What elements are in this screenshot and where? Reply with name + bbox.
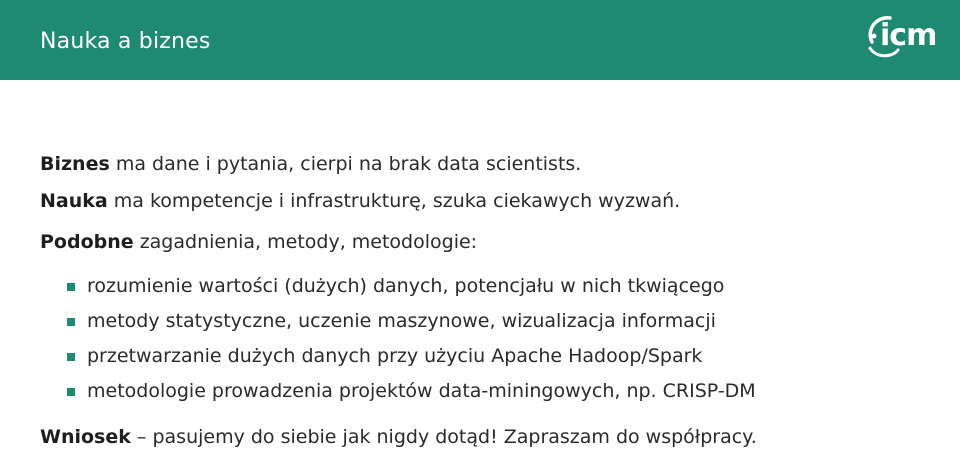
square-bullet-icon [67,353,75,361]
line-business [40,152,581,176]
square-bullet-icon [67,318,75,326]
text-conclusion: – pasujemy do siebie jak nigdy dotąd! Zapraszam do współpracy. [130,426,757,448]
bullet-text: przetwarzanie dużych danych przy użyciu Apache Hadoop/Spark [87,345,703,367]
icm-logo [862,12,942,62]
bullet-text: metodologie prowadzenia projektów data-miningowych, np. CRISP-DM [87,380,756,402]
line-conclusion [40,425,757,449]
text-similar: zagadnienia, metody, metodologie: [133,231,478,253]
line-similar [40,230,477,254]
text-business: ma dane i pytania, cierpi na brak data scientists. [109,153,582,175]
slide-title: Nauka a biznes [40,29,211,54]
square-bullet-icon [67,388,75,396]
keyword-similar: Podobne [40,231,134,253]
text-science: ma kompetencje i infrastrukturę, szuka ciekawych wyzwań. [107,190,681,212]
logo-text: icm [880,18,937,53]
bullet-text: rozumienie wartości (dużych) danych, potencjału w nich tkwiącego [87,275,725,297]
header-bar [0,0,960,80]
keyword-business: Biznes [40,153,110,175]
bullet-text: metody statystyczne, uczenie maszynowe, wizualizacja informacji [87,310,716,332]
keyword-science: Nauka [40,190,108,212]
square-bullet-icon [67,283,75,291]
keyword-conclusion: Wniosek [40,426,131,448]
line-science [40,189,680,213]
